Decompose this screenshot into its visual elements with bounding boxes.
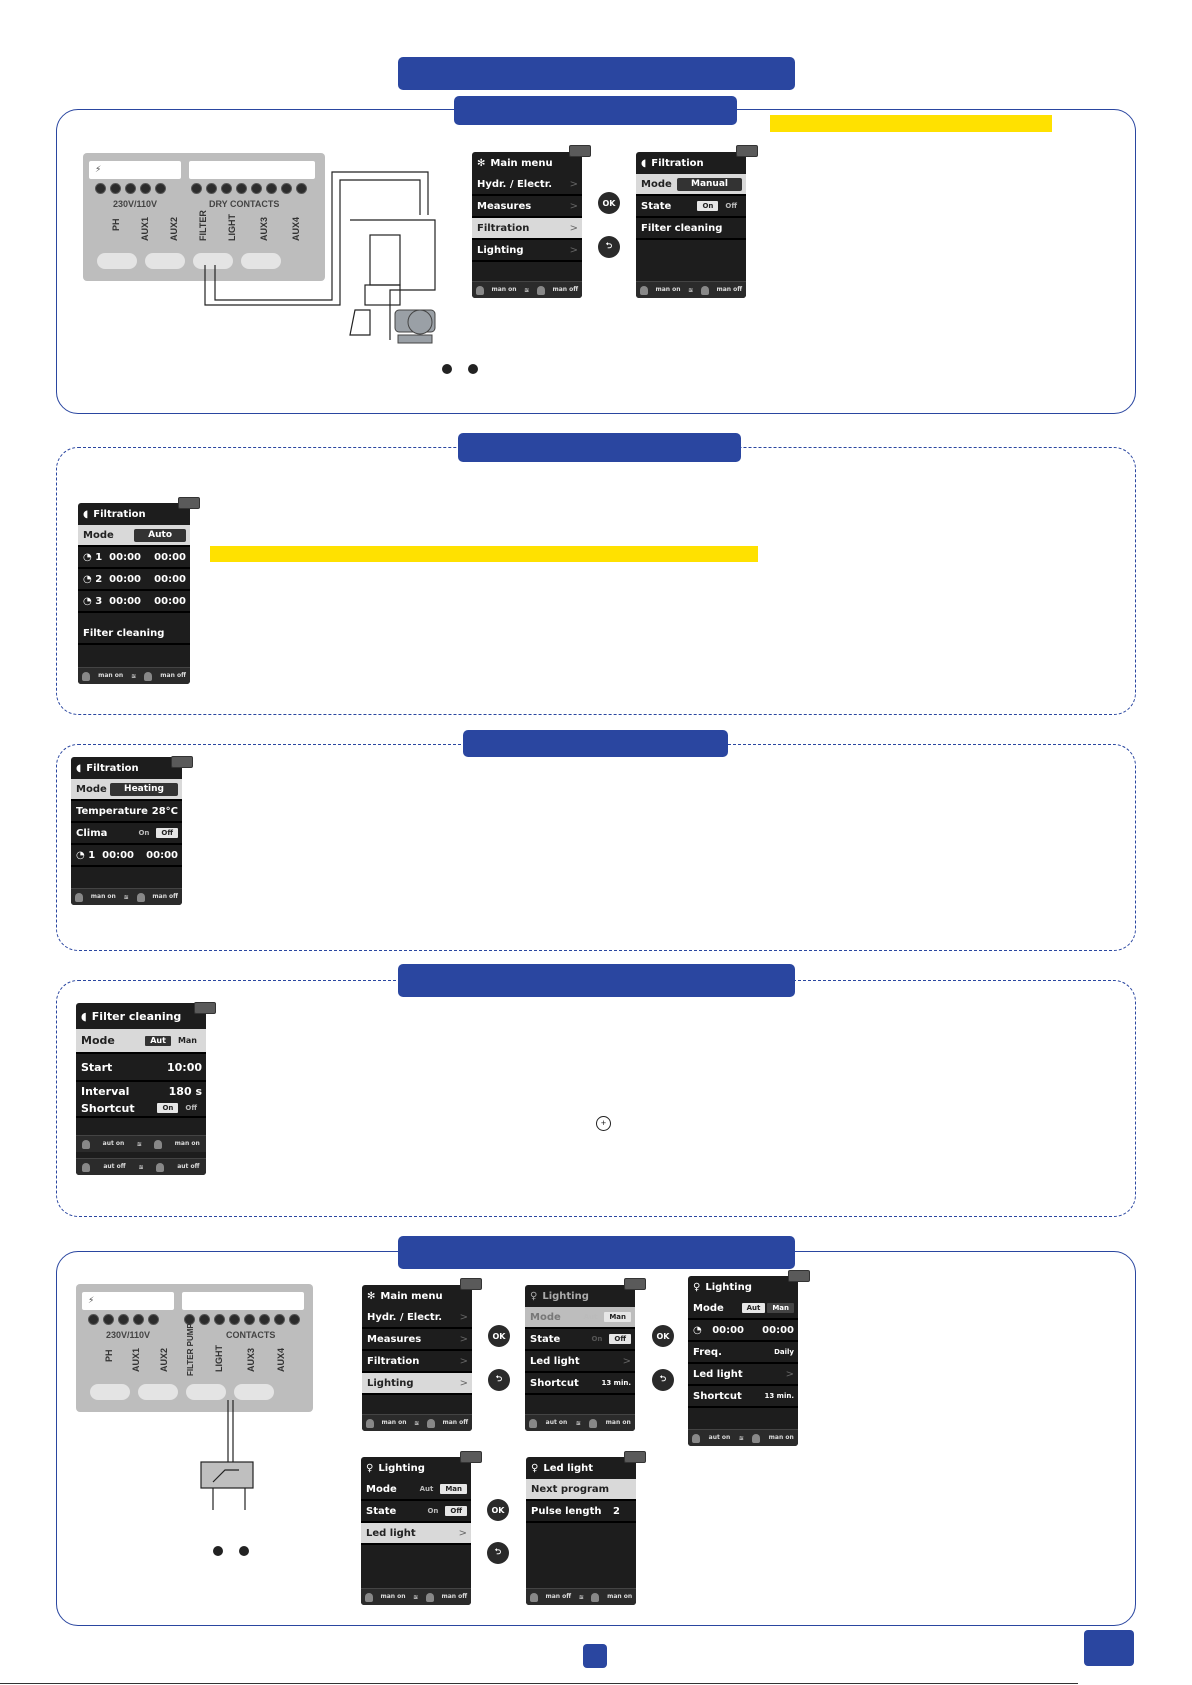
indicator-dot: [442, 364, 452, 374]
filter-icon: ◖: [81, 1009, 87, 1023]
timer-row-3[interactable]: ◔ 3 00:00 00:00: [78, 591, 190, 613]
footer-rule: [0, 1683, 1078, 1684]
mode-row[interactable]: Mode Aut Man: [688, 1298, 798, 1320]
screen-lighting-manual: ♀ Lighting Mode Aut Man State On Off Led light > man on ≋ man off: [361, 1457, 471, 1605]
terminal-filter-pump: FILTER PUMP: [186, 1323, 195, 1376]
timer-row[interactable]: ◔ 00:00 00:00: [688, 1320, 798, 1342]
terminal-aux2: AUX2: [159, 1347, 169, 1372]
section-2-title-bar: [458, 433, 741, 462]
menu-item-filtration[interactable]: Filtration >: [472, 218, 582, 240]
ok-button[interactable]: OK: [652, 1325, 674, 1347]
mode-row[interactable]: Mode Aut Man: [361, 1479, 471, 1501]
shortcut-row[interactable]: Shortcut 13 min.: [688, 1386, 798, 1408]
terminal-aux1: AUX1: [131, 1347, 141, 1372]
bulb-icon: ♀: [693, 1281, 701, 1293]
back-button[interactable]: ⮌: [652, 1369, 674, 1391]
terminal-light: LIGHT: [227, 214, 237, 241]
start-row[interactable]: Start 10:00: [76, 1054, 206, 1082]
menu-icon: ✻: [477, 157, 486, 169]
timer-row-1[interactable]: ◔ 1 00:00 00:00: [78, 547, 190, 569]
terminal-aux3: AUX3: [246, 1347, 256, 1372]
menu-icon: ✻: [367, 1290, 376, 1302]
terminal-filter: FILTER: [198, 210, 208, 241]
filtration-icon: ◖: [83, 508, 89, 520]
section-5-title-bar: [398, 1236, 795, 1269]
screen-filtration-manual: ◖ Filtration Mode Manual State On Off Filter cleaning man on ≋ man off: [636, 152, 746, 298]
wiring-diagram: [190, 160, 460, 350]
timer-row-2[interactable]: ◔ 2 00:00 00:00: [78, 569, 190, 591]
bulb-icon: ♀: [366, 1462, 374, 1474]
temperature-row[interactable]: Temperature 28°C: [71, 801, 182, 823]
mode-row[interactable]: Mode Aut Man: [525, 1307, 635, 1329]
bulb-icon: ♀: [531, 1462, 539, 1474]
next-program-row[interactable]: Next program: [526, 1479, 636, 1501]
dry-contacts-label: DRY CONTACTS: [209, 199, 280, 209]
screen-lighting-led: ♀ Lighting Mode Aut Man State On Off Led light > Shortcut 13 min. aut on ≋ man on: [525, 1285, 635, 1431]
terminal-ph: PH: [104, 1349, 114, 1362]
clock-icon: ◔: [693, 1324, 702, 1336]
screen-title: Main menu: [490, 157, 553, 169]
terminal-aux4: AUX4: [291, 216, 301, 241]
menu-item-filtration[interactable]: Filtration >: [362, 1351, 472, 1373]
filter-cleaning-row[interactable]: Filter cleaning: [636, 218, 746, 240]
freq-row[interactable]: Freq. Daily: [688, 1342, 798, 1364]
section-filtration-heating: [56, 744, 1136, 951]
highlight-bar-2: [210, 546, 758, 562]
state-row[interactable]: State On Off: [361, 1501, 471, 1523]
filter-cleaning-row[interactable]: Filter cleaning: [78, 623, 190, 645]
terminal-block-photo-2: [76, 1284, 313, 1412]
screen-led-light: ♀ Led light Next program Pulse length 2 man off ≋ man on: [526, 1457, 636, 1605]
screen-filtration-auto: ◖ Filtration Mode Auto ◔ 1 00:00 00:00 ◔ 2 00:00 00:00 ◔ 3 00:00 00:00 Filter cleaning man on ≋ man off: [78, 503, 190, 684]
ok-button[interactable]: OK: [598, 192, 620, 214]
indicator-dot: [468, 364, 478, 374]
shortcut-row[interactable]: Shortcut 13 min.: [525, 1373, 635, 1395]
power-icon: ⚡: [88, 1295, 95, 1305]
page-number-tab: [1084, 1630, 1134, 1666]
page-marker: [583, 1644, 607, 1668]
section-4-title-bar: [398, 964, 795, 997]
voltage-label: 230V/110V: [113, 199, 158, 209]
shortcut-symbol-icon: +: [596, 1116, 611, 1131]
menu-item-hydr[interactable]: Hydr. / Electr. >: [362, 1307, 472, 1329]
mode-row[interactable]: Mode Manual: [636, 174, 746, 196]
filtration-icon: ◖: [76, 762, 82, 774]
pulse-length-row[interactable]: Pulse length 2: [526, 1501, 636, 1523]
led-light-row[interactable]: Led light >: [525, 1351, 635, 1373]
ok-button[interactable]: OK: [487, 1499, 509, 1521]
led-light-row[interactable]: Led light >: [361, 1523, 471, 1545]
section-filter-cleaning: [56, 980, 1136, 1217]
contacts-label: CONTACTS: [226, 1330, 276, 1340]
highlight-bar-1: [770, 115, 1052, 132]
screen-filtration-heating: ◖ Filtration Mode Heating Temperature 28°C Clima On Off ◔ 1 00:00 00:00 man on ≋ man off: [71, 757, 182, 905]
clock-icon: ◔: [76, 849, 85, 861]
page-title-bar: [398, 57, 795, 90]
power-icon: ⚡: [95, 164, 102, 174]
section-1-title-bar: [454, 96, 737, 125]
section-filtration-auto: [56, 447, 1136, 715]
voltage-label: 230V/110V: [106, 1330, 151, 1340]
clock-icon: ◔: [83, 551, 92, 563]
led-light-row[interactable]: Led light >: [688, 1364, 798, 1386]
terminal-aux1: AUX1: [140, 216, 150, 241]
back-button[interactable]: ⮌: [488, 1369, 510, 1391]
back-button[interactable]: ⮌: [598, 236, 620, 258]
menu-item-hydr[interactable]: Hydr. / Electr. >: [472, 174, 582, 196]
screen-lighting-auto: ♀ Lighting Mode Aut Man ◔ 00:00 00:00 Freq. Daily Led light > Shortcut 13 min. aut on ≋ man on: [688, 1276, 798, 1446]
screen-main-menu-1: ✻ Main menu Hydr. / Electr. > Measures > Filtration > Lighting > man on ≋ man off: [472, 152, 582, 298]
menu-item-lighting[interactable]: Lighting >: [472, 240, 582, 262]
interval-row[interactable]: Interval 180 s: [81, 1084, 202, 1098]
shortcut-row[interactable]: Shortcut On Off: [76, 1100, 206, 1118]
terminal-aux3: AUX3: [259, 216, 269, 241]
terminal-aux4: AUX4: [276, 1347, 286, 1372]
terminal-ph: PH: [111, 218, 121, 231]
filtration-icon: ◖: [641, 157, 647, 169]
menu-item-measures[interactable]: Measures >: [362, 1329, 472, 1351]
state-row[interactable]: State On Off: [525, 1329, 635, 1351]
bulb-icon: ♀: [530, 1290, 538, 1302]
mode-row[interactable]: Mode Aut Man: [76, 1029, 206, 1054]
menu-item-measures[interactable]: Measures >: [472, 196, 582, 218]
timer-row[interactable]: ◔ 1 00:00 00:00: [71, 845, 182, 867]
mode-row[interactable]: Mode Heating: [71, 779, 182, 801]
terminal-light: LIGHT: [214, 1345, 224, 1372]
back-button[interactable]: ⮌: [487, 1542, 509, 1564]
menu-item-lighting[interactable]: Lighting >: [362, 1373, 472, 1395]
clima-row[interactable]: Clima On Off: [71, 823, 182, 845]
section-3-title-bar: [463, 730, 728, 757]
screen-filter-cleaning: ◖ Filter cleaning Mode Aut Man Start 10:00 Interval 180 s Shortcut On Off aut on ≋ man on aut off ≋ aut off: [76, 1003, 206, 1175]
screen-main-menu-2: ✻ Main menu Hydr. / Electr. > Measures > Filtration > Lighting > man on ≋ man off: [362, 1285, 472, 1431]
clock-icon: ◔: [83, 595, 92, 607]
ok-button[interactable]: OK: [488, 1325, 510, 1347]
mode-row[interactable]: Mode Auto: [78, 525, 190, 547]
light-relay-diagram: [195, 1400, 265, 1510]
terminal-aux2: AUX2: [169, 216, 179, 241]
clock-icon: ◔: [83, 573, 92, 585]
indicator-dot: [213, 1546, 223, 1556]
state-row[interactable]: State On Off: [636, 196, 746, 218]
indicator-dot: [239, 1546, 249, 1556]
